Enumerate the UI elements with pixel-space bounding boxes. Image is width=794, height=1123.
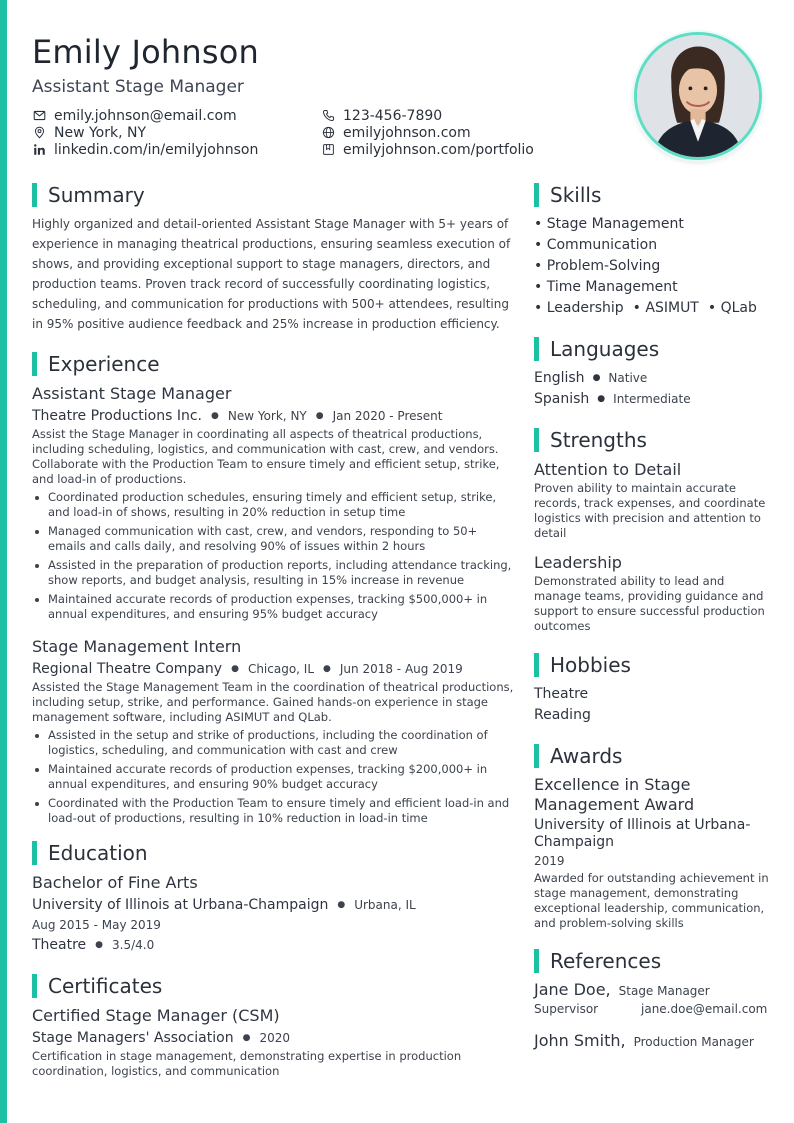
experience-section [32,351,514,826]
job-company: Regional Theatre Company [32,661,223,677]
education-heading [32,840,514,866]
resume-header [32,30,612,158]
contact-linkedin-text: linkedin.com/in/emilyjohnson [54,141,259,158]
skill-item: • ASIMUT [633,298,699,319]
strength-item [534,459,774,541]
languages-heading-text: Languages [550,337,660,361]
experience-heading [32,351,514,377]
gpa: 3.5/4.0 [112,938,155,952]
certificate-issuer: Stage Managers' Association [32,1030,234,1046]
reference-name: Jane Doe, [534,980,611,999]
languages-heading [534,336,774,362]
heading-accent [534,653,539,677]
skill-item: • Leadership [534,298,624,319]
separator-dot: ● [211,411,219,421]
separator-dot: ● [592,373,601,383]
location-icon [32,126,46,140]
job-location: Chicago, IL [247,662,315,676]
skill-item: • Problem-Solving [534,256,660,277]
heading-accent [534,337,539,361]
heading-accent [32,974,37,998]
certificates-heading-text: Certificates [48,974,163,998]
field-of-study: Theatre [32,937,87,953]
skills-list [534,214,774,319]
skill-item: • Time Management [534,277,678,298]
job-description: Assist the Stage Manager in coordinating all aspects of theatrical productions, including scheduling, logistics, and communication with cast, crew, and vendors. Collaborate with the Production Team to ensure timely and efficient setup, strike, and load-in of productions. [32,427,500,486]
award-text: Awarded for outstanding achievement in stage management, demonstrating exceptional leadership, communication, and problem-solving skills [534,871,769,930]
degree: Bachelor of Fine Arts [32,873,198,892]
separator-dot: ● [242,1033,251,1043]
education-dates: Aug 2015 - May 2019 [32,918,161,932]
contact-location-text: New York, NY [54,124,147,141]
reference-item [534,1031,774,1050]
contact-portfolio-text: emilyjohnson.com/portfolio [343,141,534,158]
certificate-meta [32,1027,514,1049]
right-column [534,182,774,1050]
strength-text: Proven ability to maintain accurate records, track expenses, and coordinate logistics with precision and attention to detail [534,481,766,540]
strength-title: Attention to Detail [534,460,682,479]
skills-heading-text: Skills [550,183,602,207]
award-org: University of Illinois at Urbana-Champaign [534,817,751,850]
experience-heading-text: Experience [48,352,160,376]
skill-item: • Communication [534,235,657,256]
strength-title: Leadership [534,553,622,572]
skill-item: • QLab [708,298,757,319]
profile-photo [634,32,762,160]
summary-text: Highly organized and detail-oriented Assistant Stage Manager with 5+ years of experience in managing theatrical productions, ensuring seamless execution of shows, and providing exceptional support to stage managers, directors, and production teams. Proven track record of successfully coordinating logistics, scheduling, and communication for productions with 500+ attendees, resulting in 95% positive audience feedback and 25% increase in production efficiency. [32,217,511,331]
reference-name: John Smith, [534,1031,626,1050]
summary-section [32,182,514,334]
separator-dot: ● [231,664,239,674]
education-heading-text: Education [48,841,148,865]
candidate-title: Assistant Stage Manager [32,77,244,97]
job-bullet: Assisted in the setup and strike of productions, including the coordination of logistics, scheduling, and communication with cast and crew [32,728,514,758]
strengths-section [534,427,774,634]
contact-email-text: emily.johnson@email.com [54,107,237,124]
award-year: 2019 [534,854,565,868]
skill-item: • Stage Management [534,214,684,235]
contact-portfolio[interactable] [321,141,611,158]
awards-heading [534,743,774,769]
left-column [32,182,514,1079]
job-entry [32,636,514,826]
certificate-description: Certification in stage management, demonstrating expertise in production coordination, logistics, and communication [32,1049,462,1078]
language-level: Native [608,371,648,385]
heading-accent [32,183,37,207]
heading-accent [32,841,37,865]
education-section [32,840,514,956]
summary-heading [32,182,514,208]
linkedin-icon [32,143,46,157]
hobby-item: Reading [534,707,591,723]
job-bullet: Maintained accurate records of production expenses, tracking $500,000+ in annual expenditures, and ensuring 95% budget accuracy [32,592,514,622]
contact-email[interactable] [32,107,321,124]
heading-accent [534,428,539,452]
mail-icon [32,109,46,123]
heading-accent [32,352,37,376]
job-title: Stage Management Intern [32,637,242,656]
heading-accent [534,949,539,973]
contact-phone-text: 123-456-7890 [343,107,443,124]
separator-dot: ● [315,411,324,421]
job-title: Assistant Stage Manager [32,384,232,403]
references-heading [534,948,774,974]
job-bullets [32,490,514,622]
job-meta [32,405,514,427]
separator-dot: ● [323,664,331,674]
hobbies-heading [534,652,774,678]
education-meta [32,894,514,916]
reference-role: Stage Manager [618,984,710,998]
language-name: Spanish [534,391,590,407]
job-bullet: Coordinated with the Production Team to ensure timely and efficient load-in and load-out of productions, resulting in 10% reduction in load-in time [32,796,514,826]
job-dates: Jan 2020 - Present [332,409,443,423]
separator-dot: ● [337,900,346,910]
language-item [534,368,774,389]
certificate-name: Certified Stage Manager (CSM) [32,1006,280,1025]
job-bullet: Managed communication with cast, crew, and vendors, responding to 50+ emails and calls daily, and resolving 90% of issues within 2 hours [32,524,514,554]
award-title: Excellence in Stage Management Award [534,775,695,814]
skills-heading [534,182,774,208]
phone-icon [321,109,335,123]
contact-phone[interactable] [321,107,611,124]
job-entry [32,383,514,622]
job-dates: Jun 2018 - Aug 2019 [339,662,463,676]
job-bullet: Maintained accurate records of production expenses, tracking $200,000+ in annual expenditures, and ensuring 90% budget accuracy [32,762,514,792]
reference-sub: Supervisor [534,1002,599,1016]
accent-bar [0,0,7,1123]
hobby-item: Theatre [534,686,589,702]
certificates-heading [32,973,514,999]
globe-icon [321,126,335,140]
references-section [534,948,774,1050]
skills-section [534,182,774,319]
contact-linkedin[interactable] [32,141,321,158]
language-level: Intermediate [613,392,691,406]
language-item [534,389,774,410]
contact-website-text: emilyjohnson.com [343,124,471,141]
references-heading-text: References [550,949,662,973]
reference-item [534,980,774,1019]
school-name: University of Illinois at Urbana-Champaign [32,897,329,913]
strength-text: Demonstrated ability to lead and manage teams, providing guidance and support to ensure successful production outcomes [534,574,765,633]
job-bullet: Coordinated production schedules, ensuring timely and efficient setup, strike, and load-in of shows, resulting in 20% reduction in setup time [32,490,514,520]
hobbies-heading-text: Hobbies [550,653,631,677]
strengths-heading [534,427,774,453]
separator-dot: ● [597,394,606,404]
profile-photo-image [637,35,759,157]
job-bullets [32,728,514,826]
awards-heading-text: Awards [550,744,623,768]
school-location: Urbana, IL [354,898,416,912]
hobbies-section [534,652,774,726]
certificates-section [32,973,514,1079]
candidate-name: Emily Johnson [32,33,259,71]
certificate-year: 2020 [259,1031,290,1045]
languages-section [534,336,774,410]
strengths-heading-text: Strengths [550,428,647,452]
contact-list [32,107,612,158]
heading-accent [534,744,539,768]
strength-item [534,552,774,634]
separator-dot: ● [95,940,104,950]
contact-location [32,124,321,141]
contact-website[interactable] [321,124,611,141]
job-location: New York, NY [227,409,307,423]
awards-section [534,743,774,931]
reference-role: Production Manager [633,1035,754,1049]
job-bullet: Assisted in the preparation of production reports, including attendance tracking, show reports, and budget analysis, resulting in 15% increase in revenue [32,558,514,588]
portfolio-icon [321,143,335,157]
job-description: Assisted the Stage Management Team in the coordination of theatrical productions, including setup, strike, and performance. Gained hands-on experience in stage management software, including ASIMUT and QLab. [32,680,514,724]
job-meta [32,658,514,680]
summary-heading-text: Summary [48,183,145,207]
language-name: English [534,370,585,386]
education-field [32,934,514,956]
reference-email[interactable]: jane.doe@email.com [641,1002,768,1016]
heading-accent [534,183,539,207]
job-company: Theatre Productions Inc. [32,408,202,424]
